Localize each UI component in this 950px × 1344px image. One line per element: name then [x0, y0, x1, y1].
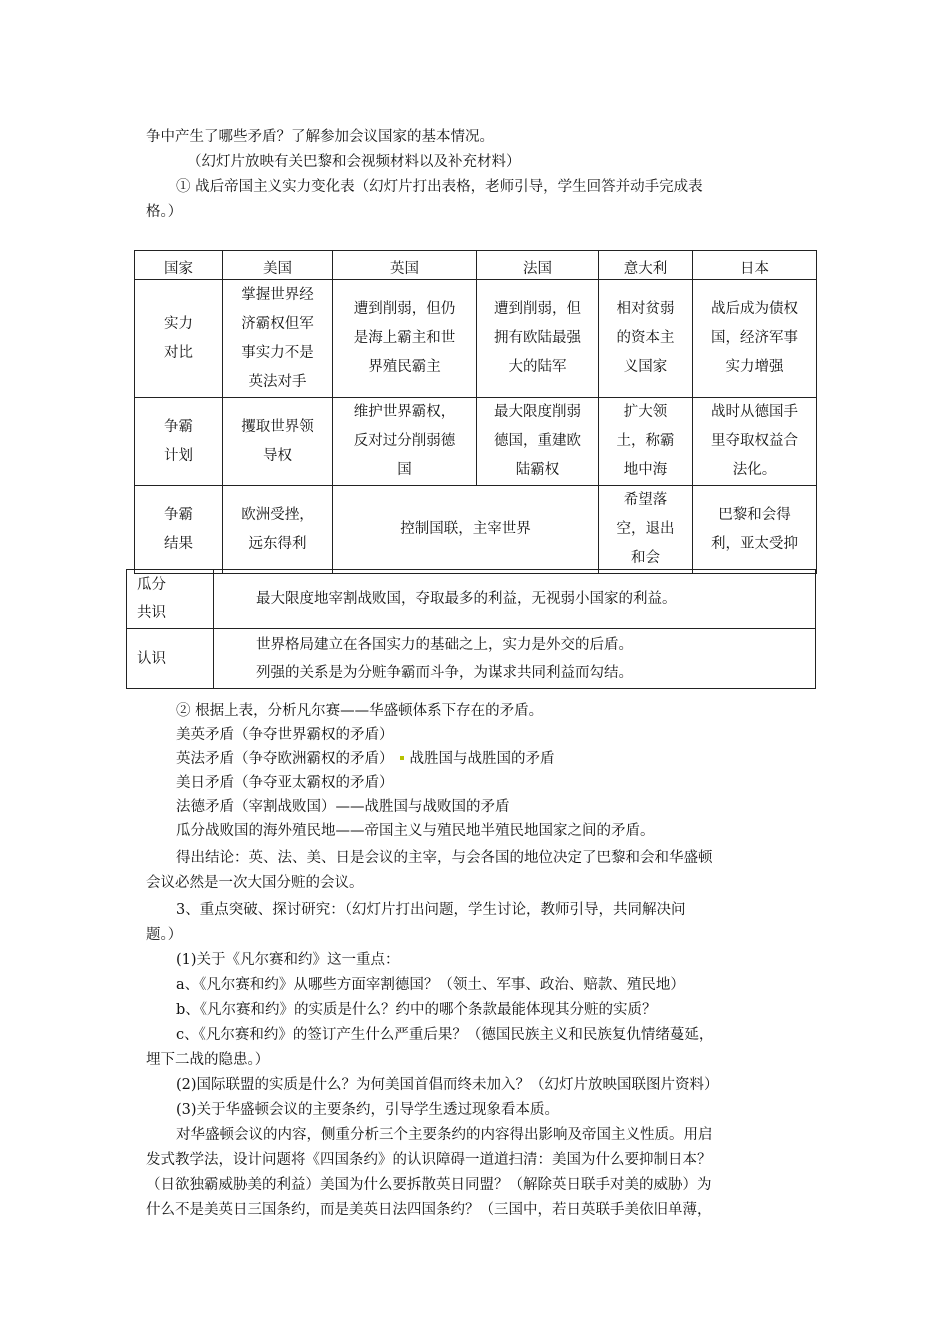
- para-conclusion-2: 会议必然是一次大国分赃的会议。: [146, 875, 364, 891]
- para-washington-4: 什么不是美英日三国条约，而是美英日法四国条约？（三国中，若日英联手美依旧单薄，: [146, 1202, 712, 1218]
- para-focus-1: 3、重点突破、探讨研究：（幻灯片打出问题，学生讨论，教师引导，共同解决问: [176, 902, 686, 918]
- para-uk-fr: 英法矛盾（争夺欧洲霸权的矛盾） 战胜国与战胜国的矛盾: [176, 751, 555, 767]
- cell-plan-japan: 战时从德国手 里夺取权益合 法化。: [693, 398, 817, 486]
- table-row-plan: [135, 398, 817, 486]
- cell-strength-uk: 遭到削弱，但仍 是海上霸主和世 界殖民霸主: [333, 280, 477, 398]
- cell-result-japan: 巴黎和会得 利，亚太受抑: [693, 486, 817, 574]
- header-japan: 日本: [693, 251, 817, 280]
- cell-plan-usa: 攫取世界领 导权: [223, 398, 333, 486]
- intro-line-2: （幻灯片放映有关巴黎和会视频材料以及补充材料）: [187, 154, 521, 170]
- header-country: 国家: [135, 251, 223, 280]
- cell-plan-france: 最大限度削弱 德国，重建欧 陆霸权: [477, 398, 599, 486]
- para-us-jp: 美日矛盾（争夺亚太霸权的矛盾）: [176, 775, 394, 791]
- cell-strength-italy: 相对贫弱 的资本主 义国家: [599, 280, 693, 398]
- para-item-3: (3)关于华盛顿会议的主要条约，引导学生透过现象看本质。: [176, 1102, 560, 1118]
- cell-plan-uk: 维护世界霸权， 反对过分削弱德 国: [333, 398, 477, 486]
- para-item-a: a、《凡尔赛和约》从哪些方面宰割德国？（领土、军事、政治、赔款、殖民地）: [176, 977, 685, 993]
- para-washington-2: 发式教学法，设计问题将《四国条约》的认识障碍一道道扫清：美国为什么要抑制日本？: [146, 1152, 712, 1168]
- para-item-1: (1)关于《凡尔赛和约》这一重点：: [176, 952, 400, 968]
- cell-result-usa: 欧洲受挫， 远东得利: [223, 486, 333, 574]
- cell-strength-usa: 掌握世界经 济霸权但军 事实力不是 英法对手: [223, 280, 333, 398]
- marker-dot: [400, 756, 404, 760]
- para-colonies: 瓜分战败国的海外殖民地——帝国主义与殖民地半殖民地国家之间的矛盾。: [176, 823, 655, 839]
- consensus-text: 最大限度地宰割战败国，夺取最多的利益，无视弱小国家的利益。: [214, 570, 816, 629]
- cell-strength-france: 遭到削弱，但 拥有欧陆最强 大的陆军: [477, 280, 599, 398]
- para-item-c: c、《凡尔赛和约》的签订产生什么严重后果？（德国民族主义和民族复仇情绪蔓延，: [176, 1027, 714, 1043]
- header-uk: 英国: [333, 251, 477, 280]
- header-usa: 美国: [223, 251, 333, 280]
- para-conclusion-1: 得出结论：英、法、美、日是会议的主宰，与会各国的地位决定了巴黎和会和华盛顿: [176, 850, 713, 866]
- cell-result-uk-france: 控制国联，主宰世界: [333, 486, 599, 574]
- header-italy: 意大利: [599, 251, 693, 280]
- table-row-strength: [135, 280, 817, 398]
- table-header-row: [135, 251, 817, 280]
- intro-line-1: 争中产生了哪些矛盾？了解参加会议国家的基本情况。: [146, 129, 494, 145]
- intro-line-3: ① 战后帝国主义实力变化表（幻灯片打出表格，老师引导，学生回答并动手完成表: [176, 179, 703, 195]
- para-analysis: ② 根据上表，分析凡尔赛——华盛顿体系下存在的矛盾。: [176, 703, 544, 719]
- para-item-2: (2)国际联盟的实质是什么？为何美国首倡而终未加入？（幻灯片放映国联图片资料）: [176, 1077, 719, 1093]
- power-comparison-table: [134, 250, 817, 574]
- para-fr-de: 法德矛盾（宰割战败国）——战胜国与战败国的矛盾: [176, 799, 510, 815]
- intro-line-4: 格。）: [146, 204, 183, 220]
- para-washington-1: 对华盛顿会议的内容，侧重分析三个主要条约的内容得出影响及帝国主义性质。用启: [176, 1127, 713, 1143]
- para-washington-3: （日欲独霸威胁美的利益）美国为什么要拆散英日同盟？（解除英日联手对美的威胁）为: [146, 1177, 712, 1193]
- para-us-uk: 美英矛盾（争夺世界霸权的矛盾）: [176, 727, 394, 743]
- row-label-result: 争霸 结果: [135, 486, 223, 574]
- row-label-strength: 实力 对比: [135, 280, 223, 398]
- understanding-text: 世界格局建立在各国实力的基础之上，实力是外交的后盾。 列强的关系是为分赃争霸而斗争，为谋求共同利益而勾结。: [214, 629, 816, 689]
- cell-plan-italy: 扩大领 土，称霸 地中海: [599, 398, 693, 486]
- understanding-row: [127, 629, 816, 689]
- consensus-row: [127, 570, 816, 629]
- cell-result-italy: 希望落 空，退出 和会: [599, 486, 693, 574]
- header-france: 法国: [477, 251, 599, 280]
- table-row-result: [135, 486, 817, 574]
- cell-strength-japan: 战后成为债权 国，经济军事 实力增强: [693, 280, 817, 398]
- para-item-c-cont: 埋下二战的隐患。）: [146, 1052, 270, 1068]
- consensus-table: [126, 569, 816, 689]
- row-label-plan: 争霸 计划: [135, 398, 223, 486]
- consensus-label: 瓜分 共识: [127, 570, 214, 629]
- para-item-b: b、《凡尔赛和约》的实质是什么？约中的哪个条款最能体现其分赃的实质？: [176, 1002, 657, 1018]
- para-focus-2: 题。）: [146, 927, 183, 943]
- understanding-label: 认识: [127, 629, 214, 689]
